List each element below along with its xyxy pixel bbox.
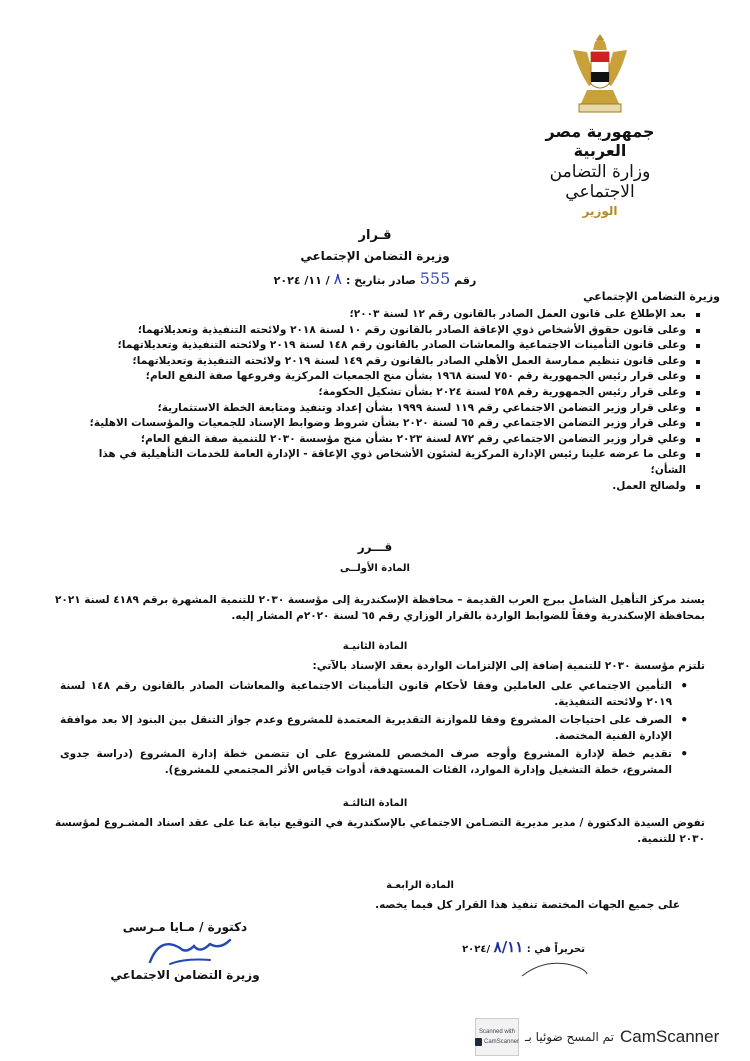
preamble-item: وعلى قرار وزير التضامن الاجتماعي رقم ١١٩ لسنة ١٩٩٩ بشأن إعداد وتنفيذ ومتابعة الخطة الاستثمارية؛	[62, 401, 702, 417]
ministry-label: وزيرة التضامن الإجتماعي	[583, 290, 720, 303]
preamble-item: وعلى قرار رئيس الجمهورية رقم ٧٥٠ لسنة ١٩٦٨ بشأن منح الجمعيات المركزية وفروعها صفة النفع العام؛	[62, 369, 702, 385]
decree-date-rest: / ١١/ ٢٠٢٤	[273, 274, 330, 287]
article-1-heading: المادة الأولــى	[340, 563, 410, 574]
dated-day-month: ٨/١١	[493, 938, 524, 956]
preamble-item: ولصالح العمل.	[62, 479, 702, 495]
decision-heading: قـــرر	[357, 540, 393, 554]
obligation-item: • التأمين الاجتماعي على العاملين وفقا لأحكام قانون التأمينات الاجتماعية والمعاشات الصادر بالقانون رقم ١٤٨ لسنة ٢٠١٩ ولائحته التنفيذية.	[60, 678, 690, 710]
signatory-name: دكتورة / مـايا مـرسى	[122, 920, 248, 934]
initials-scribble-icon	[520, 958, 590, 978]
letterhead	[520, 30, 680, 218]
obligation-item: • تقديم خطة لإدارة المشروع وأوجه صرف المخصص للمشروع على ان تتضمن خطة إدارة المشروع (دراسة جدوى المشروع، خطة التشغيل وإدارة الموارد، الفئات المستهدفة، أدوات قياس الأثر المجتمعي للمشروع).	[60, 746, 690, 778]
article-1-text: يسند مركز التأهيل الشامل ببرج العرب القديمة – محافظة الإسكندرية إلى مؤسسة ٢٠٣٠ للتنمية المشهرة برقم ٤١٨٩ لسنة ٢٠٢١ بمحافظة الإسكندرية وفقاً للضوابط الواردة بالقرار الوزاري رقم ٦٥ لسنة ٢٠٢٠م المشار إليه.	[55, 594, 705, 622]
decree-title-block	[0, 228, 750, 288]
preamble-item: وعلى ما عرضه علينا رئيس الإدارة المركزية لشئون الأشخاص ذوي الإعاقة - الإدارة العامة للخدمات التأهيلية في هذا الشأن؛	[62, 447, 702, 478]
decree-issuer: وزيرة التضامن الإجتماعي	[300, 249, 450, 263]
preamble-item: بعد الإطلاع على قانون العمل الصادر بالقانون رقم ١٢ لسنة ٢٠٠٣؛	[62, 307, 702, 323]
signatory-title: وزيرة التضامن الاجتماعي	[110, 968, 260, 982]
decree-day: ٨	[333, 269, 343, 288]
preamble-item: وعلى قانون تنظيم ممارسة العمل الأهلي الصادر بالقانون رقم ١٤٩ لسنة ٢٠١٩ ولائحته التنفيذية وتعديلاتهما؛	[62, 354, 702, 370]
camscanner-watermark	[475, 1018, 719, 1056]
article-4-text: على جميع الجهات المختصة تنفيذ هذا القرار كل فيما يخصه.	[375, 899, 680, 911]
signature-block	[95, 920, 275, 982]
badge-logo-row	[475, 1038, 519, 1046]
number-label: رقم	[454, 274, 477, 287]
watermark-arabic: تم المسح ضوئيا بـ	[525, 1030, 615, 1044]
dated-line	[462, 938, 585, 956]
preamble-item: وعلى قانون التأمينات الاجتماعية والمعاشات الصادر بالقانون رقم ١٤٨ لسنة ٢٠١٩ ولائحته التنفيذية وتعديلاتهما؛	[62, 338, 702, 354]
badge-line1: Scanned with	[478, 1028, 516, 1035]
issued-label: صادر بتاريخ :	[345, 274, 416, 287]
article-3-heading: المادة الثالثـة	[342, 798, 408, 809]
obligation-item: • الصرف على احتياجات المشروع وفقا للموازنة التقديرية المعتمدة للمشروع وعدم جواز التنقل بين البنود إلا بعد موافقة الإدارة الفنية المختصة.	[60, 712, 690, 744]
watermark-brand: CamScanner	[620, 1027, 720, 1046]
decree-number-line	[0, 269, 750, 288]
article-4-heading: المادة الرابعـة	[386, 880, 454, 891]
article-2-heading: المادة الثانيـة	[342, 641, 408, 652]
preamble-item: وعلى قرار وزير التضامن الاجتماعي رقم ٦٥ لسنة ٢٠٢٠ بشأن شروط وضوابط الإسناد للجمعيات والمؤسسات الاهلية؛	[62, 416, 702, 432]
preamble-list	[62, 307, 702, 494]
article-3-text: تفوض السيدة الدكتورة / مدير مديرية التضـامن الاجتماعي بالإسكندرية في التوقيع نيابة عنا على عقد اسناد المشـروع لمؤسسة ٢٠٣٠ للتنمية.	[55, 817, 705, 845]
article-2-text: تلتزم مؤسسة ٢٠٣٠ للتنمية إضافة إلى الإلتزامات الواردة بعقد الإسناد بالآتي:	[312, 660, 705, 672]
badge-line2: CamScanner	[484, 1038, 520, 1045]
camscanner-logo-icon	[475, 1038, 482, 1046]
camscanner-badge	[475, 1018, 519, 1056]
ministry-name: وزارة التضامن الاجتماعي	[549, 162, 651, 202]
dated-year: /٢٠٢٤	[462, 944, 491, 955]
decree-number: 555	[419, 269, 451, 288]
dated-label: تحريراً في :	[526, 944, 585, 955]
preamble-item: وعلى قرار رئيس الجمهورية رقم ٢٥٨ لسنة ٢٠٢٤ بشأن تشكيل الحكومة؛	[62, 385, 702, 401]
signature-scribble-icon	[130, 934, 240, 968]
egypt-eagle-emblem-icon	[565, 30, 635, 120]
decree-title: قـرار	[358, 228, 392, 243]
preamble-item: وعلى قانون حقوق الأشخاص ذوي الإعاقة الصادر بالقانون رقم ١٠ لسنة ٢٠١٨ ولائحته التنفيذية وتعديلاتهما؛	[62, 323, 702, 339]
article-2-obligations	[60, 678, 690, 780]
preamble-item: وعلي قرار وزير التضامن الاجتماعي رقم ٨٧٢ لسنة ٢٠٢٣ بشأن منح مؤسسة ٢٠٣٠ للتنمية صفة النفع العام؛	[62, 432, 702, 448]
republic-name: جمهورية مصر العربية	[545, 122, 655, 160]
office-label: الوزير	[582, 204, 618, 218]
